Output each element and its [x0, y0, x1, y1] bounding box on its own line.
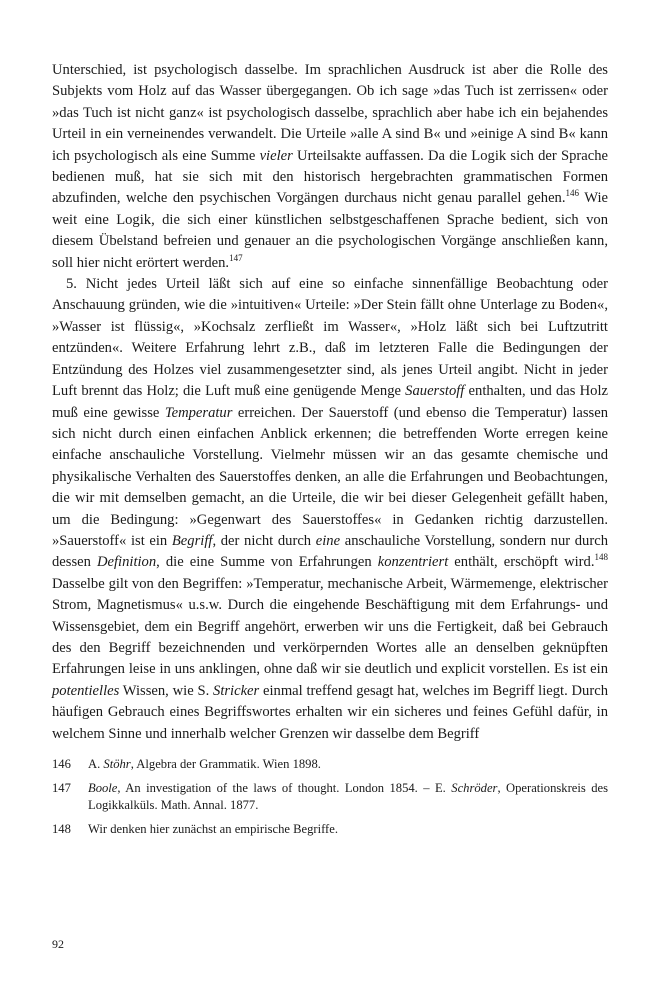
page-number: 92: [52, 937, 64, 951]
text-run: enthält, erschöpft wird.: [448, 554, 595, 571]
text-run: Dasselbe gilt von den Begriffen: »Temperatur, mechanische Arbeit, Wärmemenge, elektrischer Strom, Magnetismus« u.s.w. Durch die eingehende Beschäftigung mit dem Erfahrungs- und Wissensgebiet, dem ein Begriff angehört, erwerben wir uns die Fertigkeit, daß bei Gebrauch des den Begriff bezeichnenden und verkörpernden Wortes alle an denselben geknüpften Erfahrungen leise in uns anklingen, ohne daß wir sie deutlich und explicit vorstellen. Es ist ein: [52, 575, 608, 678]
paragraph-2: [52, 274, 608, 745]
footnote-number: 148: [52, 821, 71, 836]
page: [52, 60, 608, 844]
footnote-ref: 147: [229, 252, 243, 263]
text-run: , An investigation of the laws of thought. London 1854. – E.: [117, 780, 452, 795]
emphasis: eine: [315, 532, 341, 549]
text-run: einmal treffend gesagt hat, welches im Begriff liegt. Durch häufigen Gebrauch eines Begriffswortes erhalten wir ein sicheres und feines Gefühl dafür, in welchem Sinne und innerhalb welcher Grenzen wir dasselbe dem Begriff: [52, 682, 608, 742]
emphasis: Stricker: [213, 682, 260, 699]
text-run: , Algebra der Grammatik. Wien 1898.: [130, 757, 321, 771]
text-run: anschauliche Vorstellung, sondern nur durch dessen: [52, 532, 608, 571]
footnote-ref: 148: [594, 552, 608, 563]
footnote-number: 147: [52, 780, 71, 795]
text-run: Wie weit eine Logik, die sich einer künstlichen selbstgeschaffenen Sprache bedient, sich von diesem Übelstand befreien und genauer an die psychologischen Vorgänge anschließen kann, soll hier nicht erörtert werden.: [52, 190, 609, 271]
emphasis: vieler: [259, 147, 293, 164]
text-run: A.: [88, 757, 104, 771]
emphasis: Definition: [96, 554, 157, 571]
text-run: erreichen. Der Sauerstoff (und ebenso die Temperatur) lassen sich nicht durch einen einfachen Anblick erkennen; die betreffenden Worte erregen keine einfache anschauliche Vorstellung. Vielmehr müssen wir an das gesamte chemische und physikalische Verhalten des Sauerstoffes denken, an alle die Erfahrungen und Beobachtungen, die wir mit demselben gemacht, an die Urteile, die wir bei dieser Gelegenheit gefällt haben, um die Bedingung: »Gegenwart des Sauerstoffes« in Gedanken richtig darzustellen. »Sauerstoff« ist ein: [52, 404, 608, 549]
footnote-number: 146: [52, 757, 71, 771]
footnote-text: [88, 780, 608, 815]
footnote-147: [52, 780, 608, 815]
author-name: Schröder: [451, 780, 498, 795]
emphasis: potentielles: [52, 682, 120, 699]
emphasis: konzentriert: [377, 554, 449, 571]
body-text: [52, 60, 608, 745]
footnote-ref: 146: [565, 188, 579, 199]
text-run: , Operationskreis des Logikkalküls. Math. Annal. 1877.: [88, 780, 608, 812]
text-run: enthalten, und das Holz muß eine gewisse: [52, 383, 608, 421]
footnote-text: [88, 756, 608, 774]
emphasis: Begriff: [171, 532, 213, 549]
emphasis: Temperatur: [164, 404, 233, 421]
footnote-148: [52, 821, 608, 839]
text-run: Wissen, wie S.: [119, 682, 214, 699]
text-run: Urteilsakte auffassen. Da die Logik sich der Sprache bedienen muß, hat sie sich mit den historisch hergebrachten grammatischen Formen abzufinden, welche den psychischen Vorgängen durchaus nicht genau parallel gehen.: [52, 147, 608, 207]
author-name: Boole: [88, 780, 118, 795]
footnotes: [52, 756, 608, 838]
author-name: Stöhr: [103, 757, 131, 771]
text-run: , der nicht durch: [212, 532, 316, 549]
text-run: Unterschied, ist psychologisch dasselbe. Im sprachlichen Ausdruck ist aber die Rolle des Subjekts vom Holz auf das Wasser übergegangen. Ob ich sage »das Tuch ist zerrissen« oder »das Tuch ist nicht ganz« ist psychologisch dasselbe, sprachlich aber habe ich ein bejahendes Urteil in ein verneinendes verwandelt. Die Urteile »alle A sind B« und »einige A sind B« kann ich psychologisch als eine Summe: [52, 62, 608, 164]
text-run: , die eine Summe von Erfahrungen: [156, 554, 378, 571]
text-run: 5. Nicht jedes Urteil läßt sich auf eine so einfache sinnenfällige Beobachtung oder Anschauung gründen, wie die »intuitiven« Urteile: »Der Stein fällt ohne Unterlage zu Boden«, »Wasser ist flüssig«, »Kochsalz zerfließt im Wasser«, »Holz läßt sich bei Luftzutritt entzünden«. Weitere Erfahrung lehrt z.B., daß im letzteren Falle die Bedingungen der Entzündung des Holzes viel zusammengesetzter sind, als jenes Urteil angibt. Nicht in jeder Luft brennt das Holz; die Luft muß eine genügende Menge: [52, 276, 608, 400]
footnote-text: Wir denken hier zunächst an empirische Begriffe.: [88, 821, 338, 836]
footnote-146: [52, 756, 608, 774]
paragraph-1: [52, 60, 608, 274]
emphasis: Sauerstoff: [405, 383, 465, 400]
